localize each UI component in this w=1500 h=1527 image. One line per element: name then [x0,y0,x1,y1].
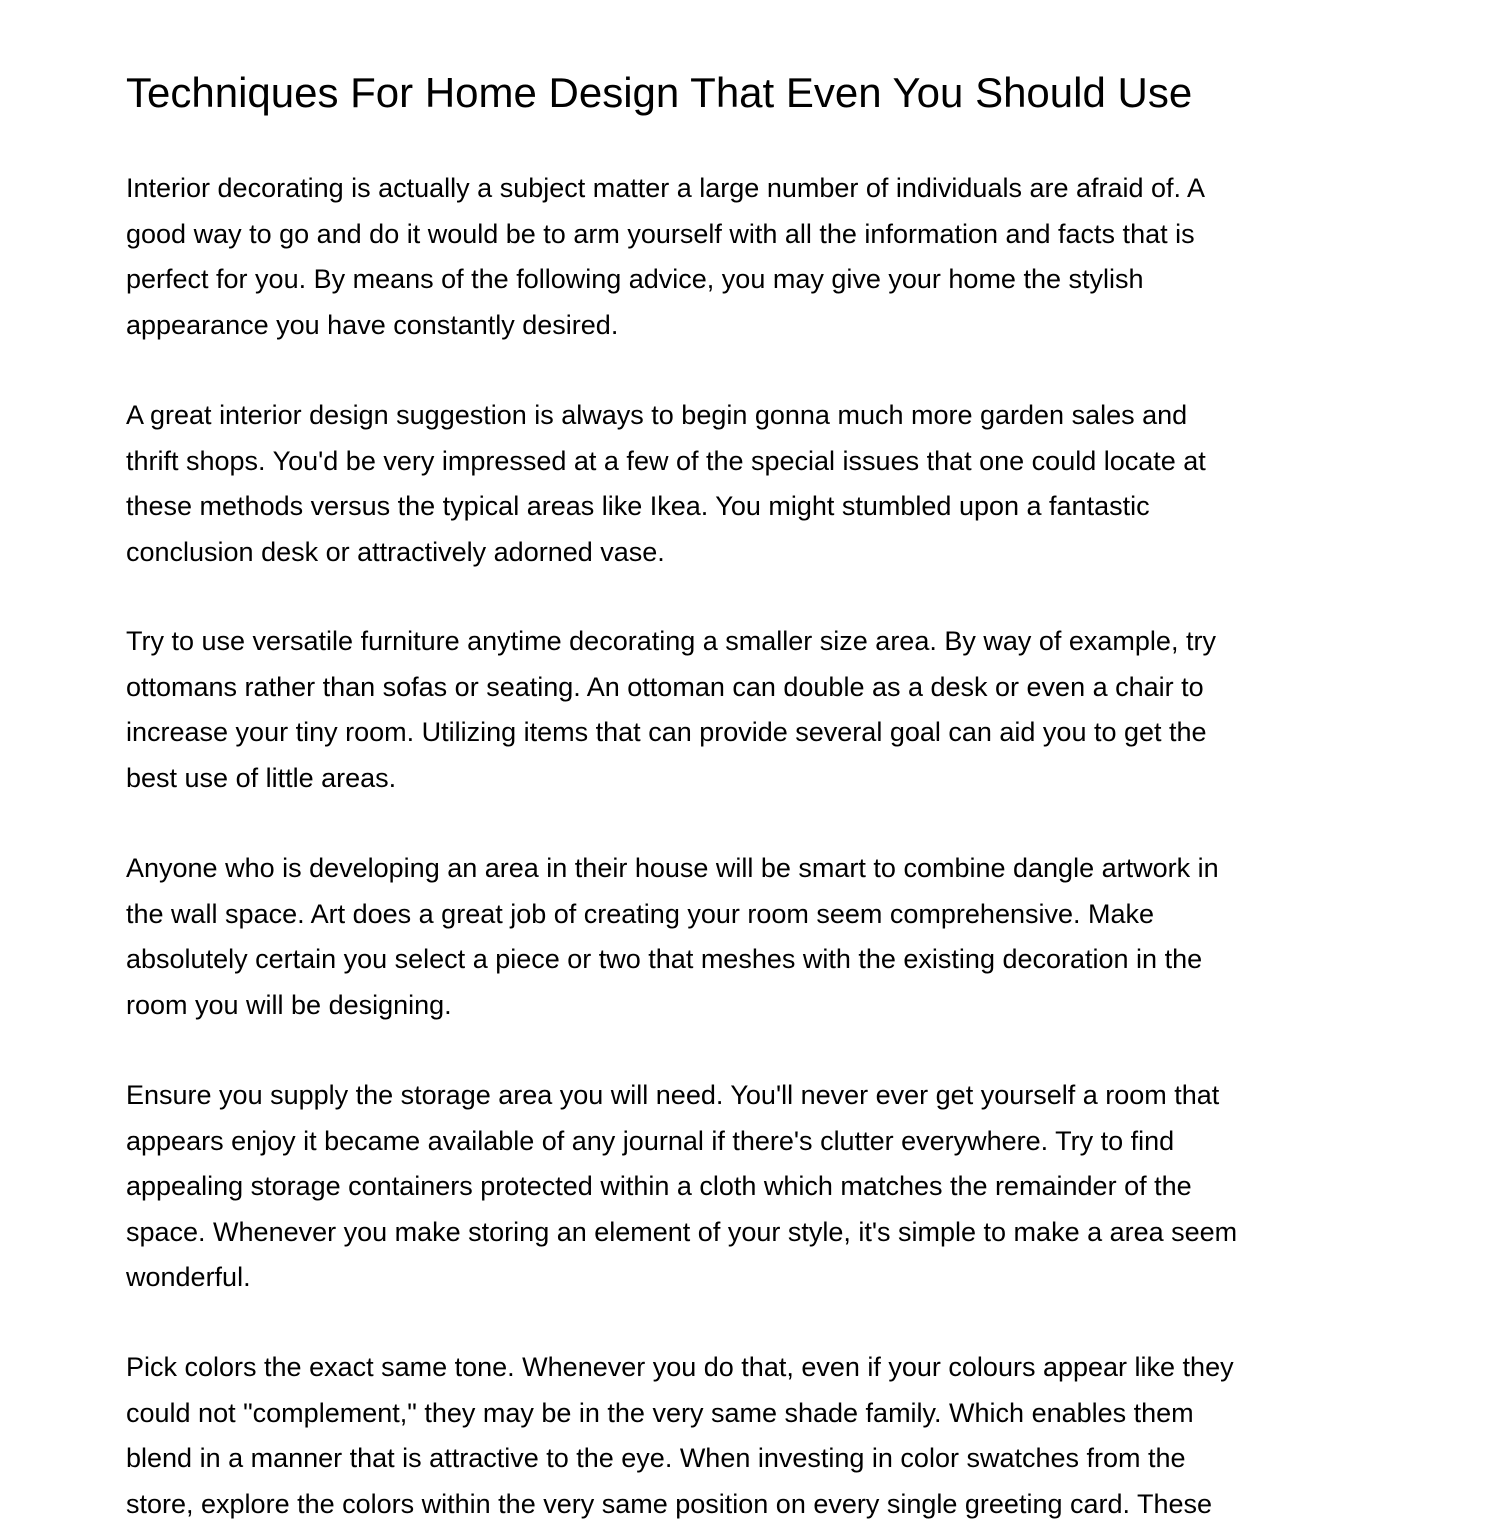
paragraph-line: best use of little areas. [126,756,1216,802]
paragraph-line: wonderful. [126,1255,1237,1301]
paragraph-line: absolutely certain you select a piece or two that meshes with the existing decoration in the [126,937,1219,983]
paragraph-line: increase your tiny room. Utilizing items that can provide several goal can aid you to get the [126,710,1216,756]
paragraph [126,166,1205,348]
paragraph-line: good way to go and do it would be to arm yourself with all the information and facts that is [126,212,1205,258]
paragraph-line: Interior decorating is actually a subject matter a large number of individuals are afraid of. A [126,166,1205,212]
paragraph-line: blend in a manner that is attractive to the eye. When investing in color swatches from the [126,1436,1234,1482]
paragraph [126,619,1216,801]
paragraph-line: Ensure you supply the storage area you will need. You'll never ever get yourself a room that [126,1073,1237,1119]
paragraph-line: appears enjoy it became available of any journal if there's clutter everywhere. Try to find [126,1119,1237,1165]
paragraph-line: room you will be designing. [126,983,1219,1029]
paragraph-line: Pick colors the exact same tone. Whenever you do that, even if your colours appear like they [126,1345,1234,1391]
paragraph [126,1345,1234,1527]
paragraph-line: these methods versus the typical areas like Ikea. You might stumbled upon a fantastic [126,484,1206,530]
paragraph [126,1073,1237,1301]
page-title: Techniques For Home Design That Even You Should Use [126,68,1192,118]
paragraph-line: Try to use versatile furniture anytime decorating a smaller size area. By way of example, try [126,619,1216,665]
paragraph-line: appealing storage containers protected within a cloth which matches the remainder of the [126,1164,1237,1210]
paragraph-line: conclusion desk or attractively adorned vase. [126,530,1206,576]
paragraph [126,846,1219,1028]
paragraph-line: space. Whenever you make storing an element of your style, it's simple to make a area seem [126,1210,1237,1256]
paragraph-line: thrift shops. You'd be very impressed at a few of the special issues that one could locate at [126,439,1206,485]
paragraph-line: could not "complement," they may be in the very same shade family. Which enables them [126,1391,1234,1437]
paragraph-line: A great interior design suggestion is always to begin gonna much more garden sales and [126,393,1206,439]
paragraph-line: perfect for you. By means of the following advice, you may give your home the stylish [126,257,1205,303]
paragraph-line: Anyone who is developing an area in their house will be smart to combine dangle artwork in [126,846,1219,892]
paragraph-line: the wall space. Art does a great job of creating your room seem comprehensive. Make [126,892,1219,938]
paragraph-line: appearance you have constantly desired. [126,303,1205,349]
paragraph-line: store, explore the colors within the very same position on every single greeting card. These [126,1482,1234,1527]
paragraph-line: ottomans rather than sofas or seating. An ottoman can double as a desk or even a chair to [126,665,1216,711]
paragraph [126,393,1206,575]
